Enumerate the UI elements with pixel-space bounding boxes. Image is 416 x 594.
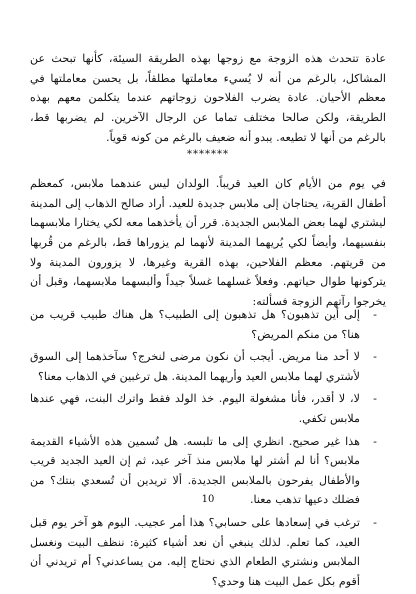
dialogue-text: إلى أين تذهبون؟ هل تذهبون إلى الطبيب؟ هل هناك طبيب قريب من هنا؟ من منكم المريض؟ (30, 308, 360, 341)
dialogue-line (30, 305, 386, 344)
dialogue-dash: - (373, 515, 377, 529)
dialogue-text: لا أحد منا مريض. أيجب أن نكون مرضى لنخرج؟ سآخذهما إلى السوق لأشتري لهما ملابس العيد وأريهما المدينة. هل ترغبين في الذهاب معنا؟ (30, 350, 360, 383)
dialogue-text: هذا غير صحيح. انظري إلى ما تلبسه. هل تُسمين هذه الأشياء القديمة ملابس؟ أنا لم أشتر لها ملابس منذ آخر عيد، ثم إن العيد الجديد قريب والأطفال يفرحون بالملابس الجديدة. ألا تريدين أن تُسعدي بنتك؟ من فضلك دعيها تذهب معنا. (30, 434, 360, 507)
dialogue-text: لا، لا أقدر، فأنا مشغولة اليوم. خذ الولد فقط واترك البنت، فهي عندها ملابس تكفي. (30, 392, 360, 425)
dialogue-line (30, 513, 386, 591)
dialogue-text: ترغب في إسعادها على حسابي؟ هذا أمر عجيب. اليوم هو آخر يوم قبل العيد، كما تعلم. لذلك ينبغي أن نعد أشياء كثيرة: ننظف البيت ونغسل الملابس ونشتري الطعام الذي نحتاج إليه. من يساعدني؟ أم تريدني أن أقوم بكل عمل البيت هنا وحدي؟ (30, 515, 360, 588)
dialogue-dash: - (373, 392, 377, 406)
dialogue-line (30, 347, 386, 386)
dialogue-dash: - (373, 308, 377, 321)
paragraph-1: عادة تتحدث هذه الزوجة مع زوجها بهذه الطريقة السيئة، كأنها تبحث عن المشاكل، بالرغم من أنه لا يُسيء معاملتها مطلقاً، بل يحسن معاملتها في معظم الأحيان. عادة يضرب الفلاحون زوجاتهم عندما يتكلمن معهم بهذه الطريقة، ولكن صالحا مختلف تماما عن الرجال الآخرين. لم يضربها قط، بالرغم من أنها لا تطيعه. يبدو أنه ضعيف بالرغم من كونه قوياً. (30, 52, 386, 144)
dialogue-dash: - (373, 350, 377, 364)
dialogue-dash: - (373, 434, 377, 448)
page-number: 10 (201, 494, 215, 505)
dialogue-list (30, 305, 386, 594)
paragraph-2: في يوم من الأيام كان العيد قريباً. الولدان ليس عندهما ملابس، كمعظم أطفال القرية، يحتاجان إلى ملابس جديدة للعيد. أراد صالح الذهاب إلى المدينة ليشتري لهما بعض الملابس الجديدة. قرر أن يأخذهما معه لكي يختارا ملابسهما بنفسيهما، وأيضاً لكي يُريهما المدينة لأنهما لم يزوراها قط، بالرغم من قُربها من قريتهم. معظم الفلاحين، بهذه القرية وغيرها، لا يزورون المدينة ولا يتركونها طوال حياتهم. وفعلاً غسلهما غسلاً جيداً وألبسهما ملابسهما، وقبل أن يخرجوا رآتهم الزوجة فسألته: (30, 177, 386, 308)
dialogue-line (30, 389, 386, 428)
section-separator: ******* (187, 149, 229, 160)
